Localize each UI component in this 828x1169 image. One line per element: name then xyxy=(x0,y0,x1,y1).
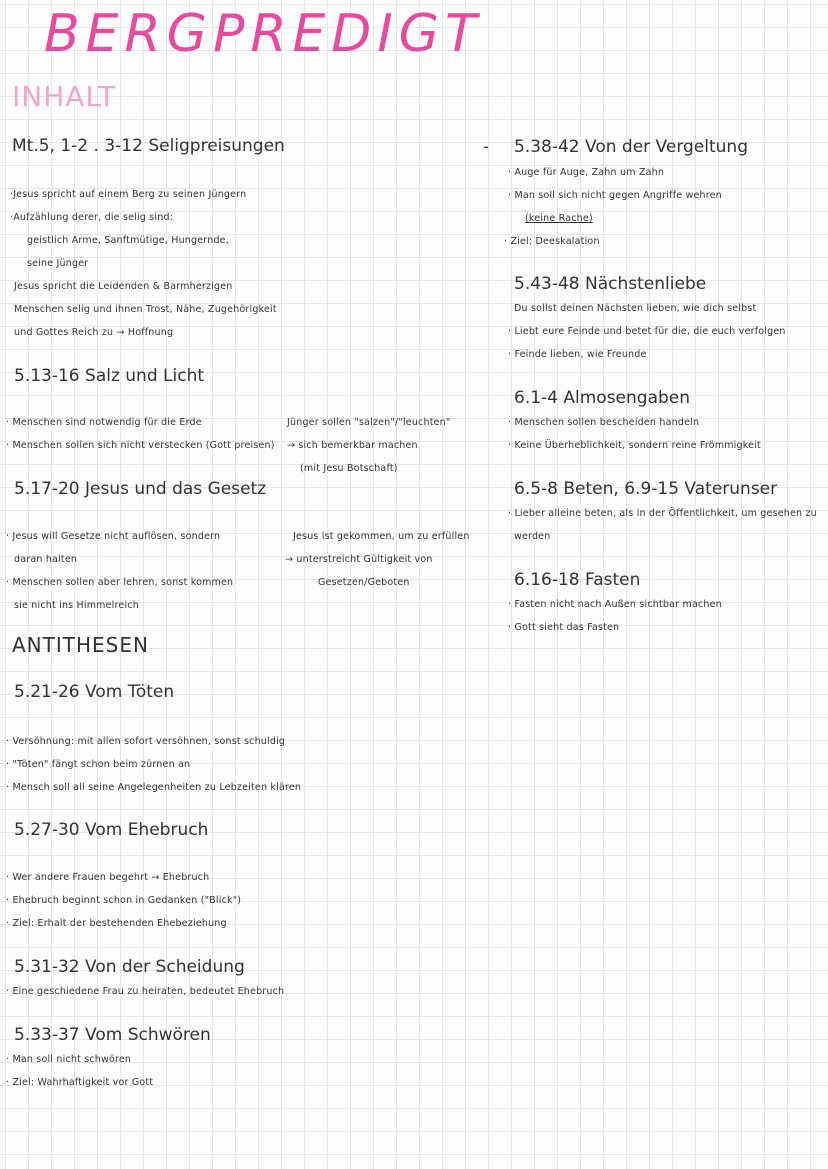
section-heading: 6.16-18 Fasten xyxy=(514,570,641,590)
section-heading: 5.31-32 Von der Scheidung xyxy=(14,957,245,977)
side-note: (mit Jesu Botschaft) xyxy=(300,463,398,474)
note-line: · Man soll nicht schwören xyxy=(6,1054,132,1065)
note-line: · Menschen sind notwendig für die Erde xyxy=(6,417,202,428)
note-line: Du sollst deinen Nächsten lieben, wie dich selbst xyxy=(514,303,757,314)
note-line: · Ziel: Deeskalation xyxy=(504,236,600,247)
section-heading: 6.1-4 Almosengaben xyxy=(514,388,691,408)
note-line: · Keine Überheblichkeit, sondern reine Frömmigkeit xyxy=(508,440,761,451)
dash-mark: - xyxy=(483,137,489,156)
note-line: · Ziel: Wahrhaftigkeit vor Gott xyxy=(6,1077,154,1088)
note-line: Menschen selig und ihnen Trost, Nähe, Zugehörigkeit xyxy=(14,304,277,315)
note-line: · Wer andere Frauen begehrt → Ehebruch xyxy=(6,872,210,883)
note-line: · Lieber alleine beten, als in der Öffentlichkeit, um gesehen zu xyxy=(508,508,817,519)
note-line: · Fasten nicht nach Außen sichtbar machen xyxy=(508,599,722,610)
side-note: → unterstreicht Gültigkeit von xyxy=(285,554,433,565)
section-heading: 6.5-8 Beten, 6.9-15 Vaterunser xyxy=(514,479,778,499)
note-line: · Feinde lieben, wie Freunde xyxy=(508,349,647,360)
note-line: · Menschen sollen sich nicht verstecken (Gott preisen) xyxy=(6,440,275,451)
side-note: → sich bemerkbar machen xyxy=(287,440,418,451)
side-note: Jesus ist gekommen, um zu erfüllen xyxy=(293,531,470,542)
note-line: und Gottes Reich zu → Hoffnung xyxy=(14,327,174,338)
note-line: · Mensch soll all seine Angelegenheiten zu Lebzeiten klären xyxy=(6,782,302,793)
section-heading: 5.17-20 Jesus und das Gesetz xyxy=(14,479,267,499)
note-line: seine Jünger xyxy=(27,258,89,269)
note-line: geistlich Arme, Sanftmütige, Hungernde, xyxy=(27,235,229,246)
note-line: ·Jesus spricht auf einem Berg zu seinen Jüngern xyxy=(10,189,247,200)
section-heading: Mt.5, 1-2 . 3-12 Seligpreisungen xyxy=(12,136,285,156)
note-line: werden xyxy=(514,531,551,542)
note-line: · Auge für Auge, Zahn um Zahn xyxy=(508,167,665,178)
section-heading: 5.38-42 Von der Vergeltung xyxy=(514,137,748,157)
note-line: · Menschen sollen aber lehren, sonst kommen xyxy=(6,577,234,588)
section-heading: 5.33-37 Vom Schwören xyxy=(14,1025,211,1045)
note-line: sie nicht ins Himmelreich xyxy=(14,600,139,611)
note-line: · Man soll sich nicht gegen Angriffe wehren xyxy=(508,190,722,201)
note-line: Jesus spricht die Leidenden & Barmherzigen xyxy=(14,281,233,292)
section-heading: 5.21-26 Vom Töten xyxy=(14,682,175,702)
note-line: · Liebt eure Feinde und betet für die, die euch verfolgen xyxy=(508,326,786,337)
note-line: · Gott sieht das Fasten xyxy=(508,622,620,633)
page-title: BERGPREDIGT xyxy=(44,4,483,64)
note-line: · Eine geschiedene Frau zu heiraten, bedeutet Ehebruch xyxy=(6,986,285,997)
side-note: Gesetzen/Geboten xyxy=(318,577,410,588)
note-line: ·Aufzählung derer, die selig sind: xyxy=(10,212,174,223)
note-line: · Ehebruch beginnt schon in Gedanken ("Blick") xyxy=(6,895,242,906)
note-line: daran halten xyxy=(14,554,78,565)
page-subtitle: INHALT xyxy=(12,80,117,113)
note-line: · "Töten" fängt schon beim zürnen an xyxy=(6,759,191,770)
note-line: · Versöhnung: mit allen sofort versöhnen, sonst schuldig xyxy=(6,736,286,747)
antithesen-heading: ANTITHESEN xyxy=(12,633,149,657)
note-line: · Menschen sollen bescheiden handeln xyxy=(508,417,700,428)
section-heading: 5.43-48 Nächstenliebe xyxy=(514,274,707,294)
side-note: Jünger sollen "salzen"/"leuchten" xyxy=(287,417,451,428)
note-line: · Ziel: Erhalt der bestehenden Ehebeziehung xyxy=(6,918,227,929)
note-line: · Jesus will Gesetze nicht auflösen, sondern xyxy=(6,531,221,542)
section-heading: 5.27-30 Vom Ehebruch xyxy=(14,820,209,840)
note-line: (keine Rache) xyxy=(525,213,593,224)
section-heading: 5.13-16 Salz und Licht xyxy=(14,366,205,386)
